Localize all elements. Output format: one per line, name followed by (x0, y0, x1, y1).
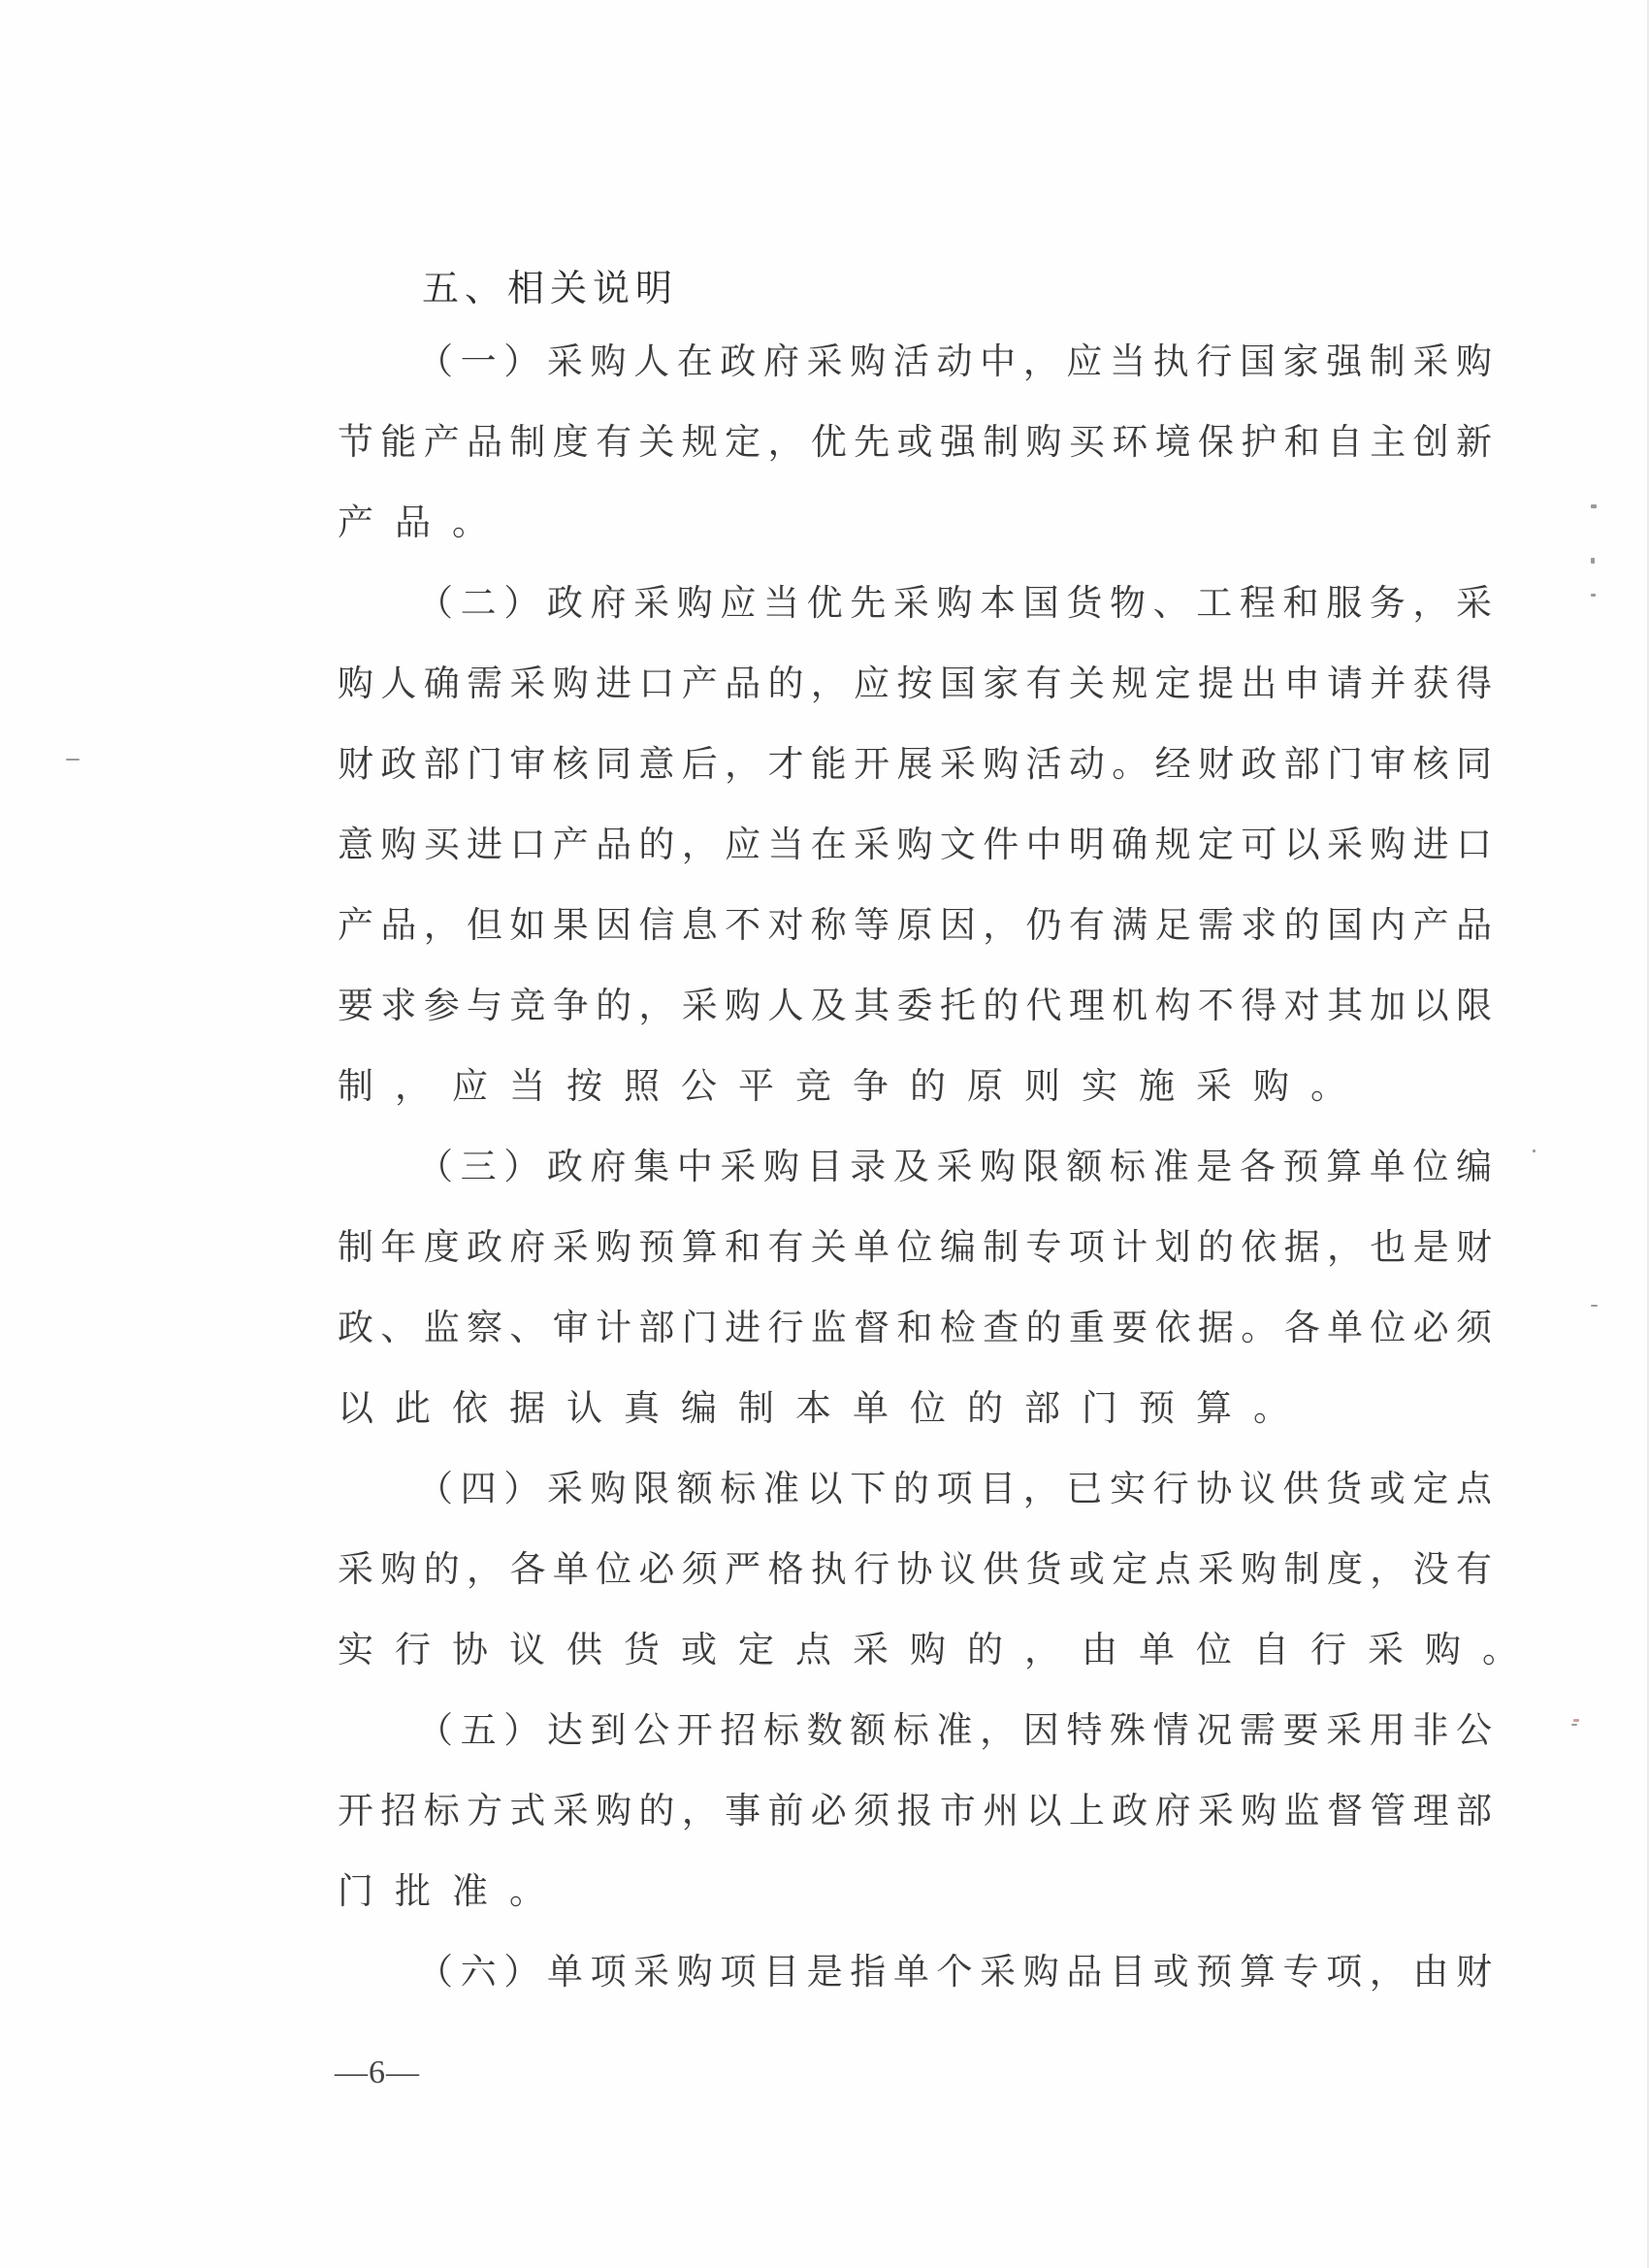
paragraph-line: 政、监察、审计部门进行监督和检查的重要依据。各单位必须 (338, 1307, 1492, 1348)
paragraph-line: 开招标方式采购的，事前必须报市州以上政府采购监督管理部 (338, 1790, 1492, 1831)
paragraph-line: （五）达到公开招标数额标准，因特殊情况需要采用非公 (417, 1709, 1492, 1751)
paragraph-line: 财政部门审核同意后，才能开展采购活动。经财政部门审核同 (338, 743, 1492, 785)
scan-speck (1591, 504, 1597, 508)
scan-speck (1591, 1305, 1598, 1307)
scan-speck (1591, 594, 1596, 597)
paragraph-line: 购人确需采购进口产品的，应按国家有关规定提出申请并获得 (338, 663, 1492, 704)
paragraph-line: 要求参与竞争的，采购人及其委托的代理机构不得对其加以限 (338, 985, 1492, 1026)
section-heading: 五、相关说明 (422, 267, 679, 309)
scan-speck (1591, 558, 1595, 564)
scan-speck (1533, 1150, 1536, 1152)
paragraph-line: 实行协议供货或定点采购的，由单位自行采购。 (338, 1629, 1539, 1670)
paragraph-line: （四）采购限额标准以下的项目，已实行协议供货或定点 (417, 1468, 1492, 1509)
scan-speck (66, 759, 80, 761)
paragraph-line: 门批准。 (338, 1870, 566, 1912)
paragraph-line: （一）采购人在政府采购活动中，应当执行国家强制采购 (417, 340, 1492, 382)
paragraph-line: 以此依据认真编制本单位的部门预算。 (338, 1387, 1310, 1429)
scan-speck (1571, 1724, 1577, 1726)
scan-speck (1573, 1719, 1579, 1722)
paragraph-line: （三）政府集中采购目录及采购限额标准是各预算单位编 (417, 1146, 1492, 1187)
paragraph-line: 制，应当按照公平竞争的原则实施采购。 (338, 1065, 1368, 1107)
paragraph-line: 产品，但如果因信息不对称等原因，仍有满足需求的国内产品 (338, 904, 1492, 946)
paragraph-line: 节能产品制度有关规定，优先或强制购买环境保护和自主创新 (338, 421, 1492, 463)
page-number: —6— (335, 2055, 420, 2090)
paragraph-line: （六）单项采购项目是指单个采购品目或预算专项，由财 (417, 1951, 1492, 1993)
paragraph-line: 意购买进口产品的，应当在采购文件中明确规定可以采购进口 (338, 824, 1492, 865)
paragraph-line: 产品。 (338, 502, 509, 543)
paragraph-line: 采购的，各单位必须严格执行协议供货或定点采购制度，没有 (338, 1548, 1492, 1590)
paragraph-line: （二）政府采购应当优先采购本国货物、工程和服务，采 (417, 582, 1492, 624)
paragraph-line: 制年度政府采购预算和有关单位编制专项计划的依据，也是财 (338, 1226, 1492, 1268)
